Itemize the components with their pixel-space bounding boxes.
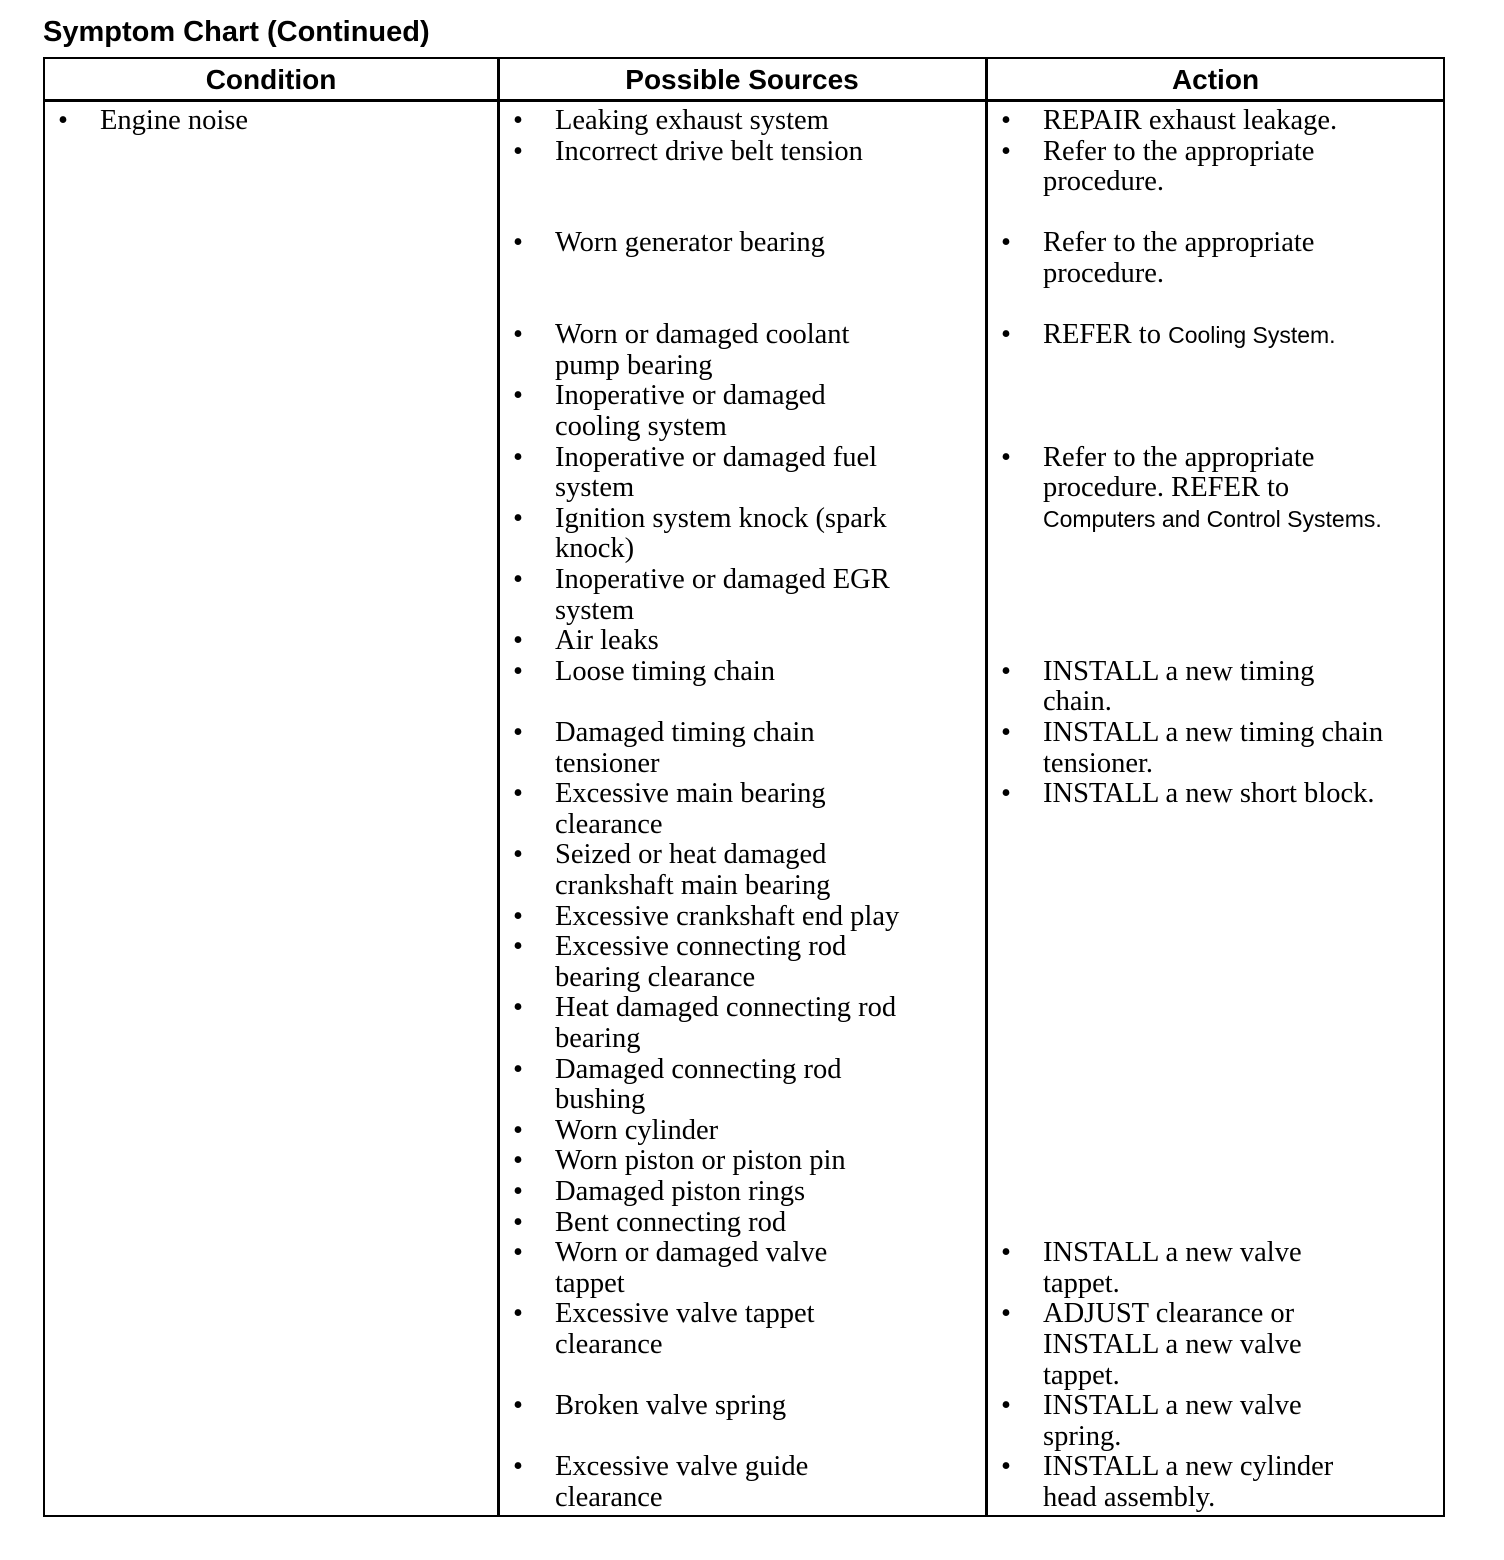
entry-line: tappet. (1043, 1359, 1120, 1391)
possible-source-item (555, 1177, 805, 1208)
entry-line: Ignition system knock (spark (555, 502, 887, 534)
bullet-icon: • (513, 1053, 523, 1085)
bullet-icon: • (513, 839, 523, 871)
entry-line: procedure. (1043, 257, 1165, 289)
action-item (1043, 320, 1336, 351)
bullet-icon: • (513, 1390, 523, 1422)
entry-line: bushing (555, 1084, 646, 1116)
entry-line: tensioner. (1043, 747, 1154, 779)
entry-line: pump bearing (555, 349, 713, 381)
possible-source-item (555, 137, 863, 168)
bullet-icon: • (513, 992, 523, 1024)
entry-line: Leaking exhaust system (555, 105, 829, 136)
entry-line: system (555, 594, 635, 626)
entry-line: Seized or heat damaged (555, 839, 827, 871)
entry-line: system (555, 472, 635, 504)
entry-line: Excessive connecting rod (555, 931, 847, 963)
entry-line: procedure. (1043, 166, 1165, 198)
bullet-icon: • (513, 625, 523, 657)
page-title: Symptom Chart (Continued) (43, 16, 430, 48)
entry-line: knock) (555, 533, 635, 565)
bullet-icon: • (1001, 1451, 1011, 1483)
entry-line: Worn piston or piston pin (555, 1145, 846, 1177)
entry-line: procedure. REFER to (1043, 472, 1290, 504)
entry-line: Bent connecting rod (555, 1206, 787, 1238)
possible-source-item (555, 902, 899, 933)
action-item (1043, 718, 1383, 779)
action-item (1043, 657, 1314, 718)
possible-source-item (555, 840, 830, 901)
entry-line: INSTALL a new valve (1043, 1390, 1302, 1422)
condition-text: Engine noise (100, 105, 249, 136)
possible-source-item (555, 1238, 827, 1299)
reference-link-text: Cooling System. (1168, 322, 1336, 349)
bullet-icon: • (513, 502, 523, 534)
entry-line: Incorrect drive belt tension (555, 135, 863, 167)
bullet-icon: • (513, 900, 523, 932)
entry-line: chain. (1043, 686, 1112, 718)
bullet-icon: • (513, 564, 523, 595)
bullet-icon: • (1001, 319, 1011, 351)
possible-source-item (555, 381, 826, 442)
bullet-icon: • (1001, 441, 1011, 473)
possible-source-item (555, 1452, 808, 1513)
bullet-icon: • (513, 778, 523, 810)
entry-line: INSTALL a new timing (1043, 655, 1315, 687)
action-item (1043, 1391, 1302, 1452)
bullet-icon: • (1001, 1390, 1011, 1422)
possible-source-item (555, 320, 849, 381)
action-item (1043, 1452, 1333, 1513)
bullet-icon: • (1001, 1237, 1011, 1269)
entry-line: crankshaft main bearing (555, 869, 831, 901)
possible-source-item (555, 626, 659, 657)
possible-source-item (555, 443, 877, 504)
bullet-icon: • (1001, 717, 1011, 748)
entry-line: clearance (555, 808, 663, 840)
possible-source-item (555, 657, 775, 688)
action-item (1043, 137, 1314, 198)
action-item (1043, 228, 1314, 289)
entry-line: Worn or damaged valve (555, 1237, 828, 1269)
entry-line: clearance (555, 1481, 663, 1513)
entry-line: REFER to (1043, 319, 1169, 351)
bullet-icon: • (513, 1298, 523, 1330)
header-possible-sources: Possible Sources (625, 64, 859, 95)
possible-source-item (555, 1055, 841, 1116)
bullet-icon: • (513, 441, 523, 473)
entry-line: Damaged timing chain (555, 717, 815, 748)
entry-line: INSTALL a new valve (1043, 1328, 1302, 1360)
bullet-icon: • (513, 1206, 523, 1238)
bullet-icon: • (513, 655, 523, 687)
entry-line: Damaged connecting rod (555, 1053, 842, 1085)
possible-source-item (555, 932, 846, 993)
action-item (1043, 443, 1382, 535)
entry-line: Inoperative or damaged (555, 380, 826, 412)
entry-line: Refer to the appropriate (1043, 441, 1315, 473)
bullet-icon: • (513, 1176, 523, 1207)
action-item (1043, 1299, 1302, 1391)
reference-link-text: Computers and Control Systems. (1043, 505, 1382, 532)
action-item (1043, 1238, 1302, 1299)
entry-line: head assembly. (1043, 1481, 1216, 1513)
bullet-icon: • (513, 1145, 523, 1177)
possible-source-item (555, 1391, 786, 1422)
entry-line: bearing clearance (555, 961, 756, 993)
column-divider (497, 59, 500, 1515)
entry-line: Refer to the appropriate (1043, 227, 1315, 259)
header-action: Action (1171, 64, 1260, 95)
bullet-icon: • (58, 105, 68, 136)
header-condition: Condition (205, 64, 337, 95)
entry-line: tappet. (1043, 1267, 1120, 1299)
entry-line: Worn or damaged coolant (555, 319, 850, 351)
possible-source-item (555, 1116, 718, 1147)
possible-source-item (555, 993, 896, 1054)
entry-line: bearing (555, 1022, 641, 1054)
bullet-icon: • (513, 105, 523, 136)
entry-line: REPAIR exhaust leakage. (1043, 105, 1338, 136)
possible-source-item (555, 718, 815, 779)
possible-source-item (555, 1208, 786, 1239)
bullet-icon: • (513, 931, 523, 963)
entry-line: tappet (555, 1267, 625, 1299)
bullet-icon: • (513, 717, 523, 748)
bullet-icon: • (513, 227, 523, 259)
entry-line: ADJUST clearance or (1043, 1298, 1295, 1330)
bullet-icon: • (1001, 135, 1011, 167)
bullet-icon: • (1001, 227, 1011, 259)
possible-source-item (555, 565, 890, 626)
entry-line: Air leaks (555, 625, 659, 657)
condition-entry (100, 106, 248, 137)
possible-source-item (555, 228, 825, 259)
entry-line: spring. (1043, 1420, 1122, 1452)
bullet-icon: • (1001, 105, 1011, 136)
entry-line: Inoperative or damaged EGR (555, 564, 890, 595)
entry-line: Excessive valve guide (555, 1451, 809, 1483)
entry-line: Broken valve spring (555, 1390, 787, 1422)
entry-line: Inoperative or damaged fuel (555, 441, 878, 473)
entry-line: Excessive main bearing (555, 778, 826, 810)
action-item (1043, 779, 1374, 810)
entry-line: cooling system (555, 410, 727, 442)
entry-line: Worn cylinder (555, 1114, 719, 1146)
bullet-icon: • (1001, 778, 1011, 810)
entry-line: INSTALL a new valve (1043, 1237, 1302, 1269)
entry-line: Damaged piston rings (555, 1176, 806, 1207)
entry-line: Worn generator bearing (555, 227, 825, 259)
entry-line: clearance (555, 1328, 663, 1360)
entry-line: Excessive valve tappet (555, 1298, 815, 1330)
bullet-icon: • (513, 1114, 523, 1146)
bullet-icon: • (513, 319, 523, 351)
bullet-icon: • (513, 1451, 523, 1483)
possible-source-item (555, 106, 829, 137)
symptom-table (43, 57, 1445, 1517)
possible-source-item (555, 1146, 846, 1177)
bullet-icon: • (1001, 1298, 1011, 1330)
action-item (1043, 106, 1337, 137)
entry-line: INSTALL a new timing chain (1043, 717, 1384, 748)
possible-source-item (555, 779, 826, 840)
possible-source-item (555, 504, 887, 565)
column-divider (985, 59, 988, 1515)
entry-line: INSTALL a new cylinder (1043, 1451, 1334, 1483)
bullet-icon: • (1001, 655, 1011, 687)
bullet-icon: • (513, 135, 523, 167)
entry-line: Refer to the appropriate (1043, 135, 1315, 167)
possible-source-item (555, 1299, 815, 1360)
entry-line: Loose timing chain (555, 655, 776, 687)
entry-line: Heat damaged connecting rod (555, 992, 897, 1024)
entry-line: Excessive crankshaft end play (555, 900, 900, 932)
bullet-icon: • (513, 380, 523, 412)
entry-line: tensioner (555, 747, 660, 779)
bullet-icon: • (513, 1237, 523, 1269)
entry-line: INSTALL a new short block. (1043, 778, 1375, 810)
